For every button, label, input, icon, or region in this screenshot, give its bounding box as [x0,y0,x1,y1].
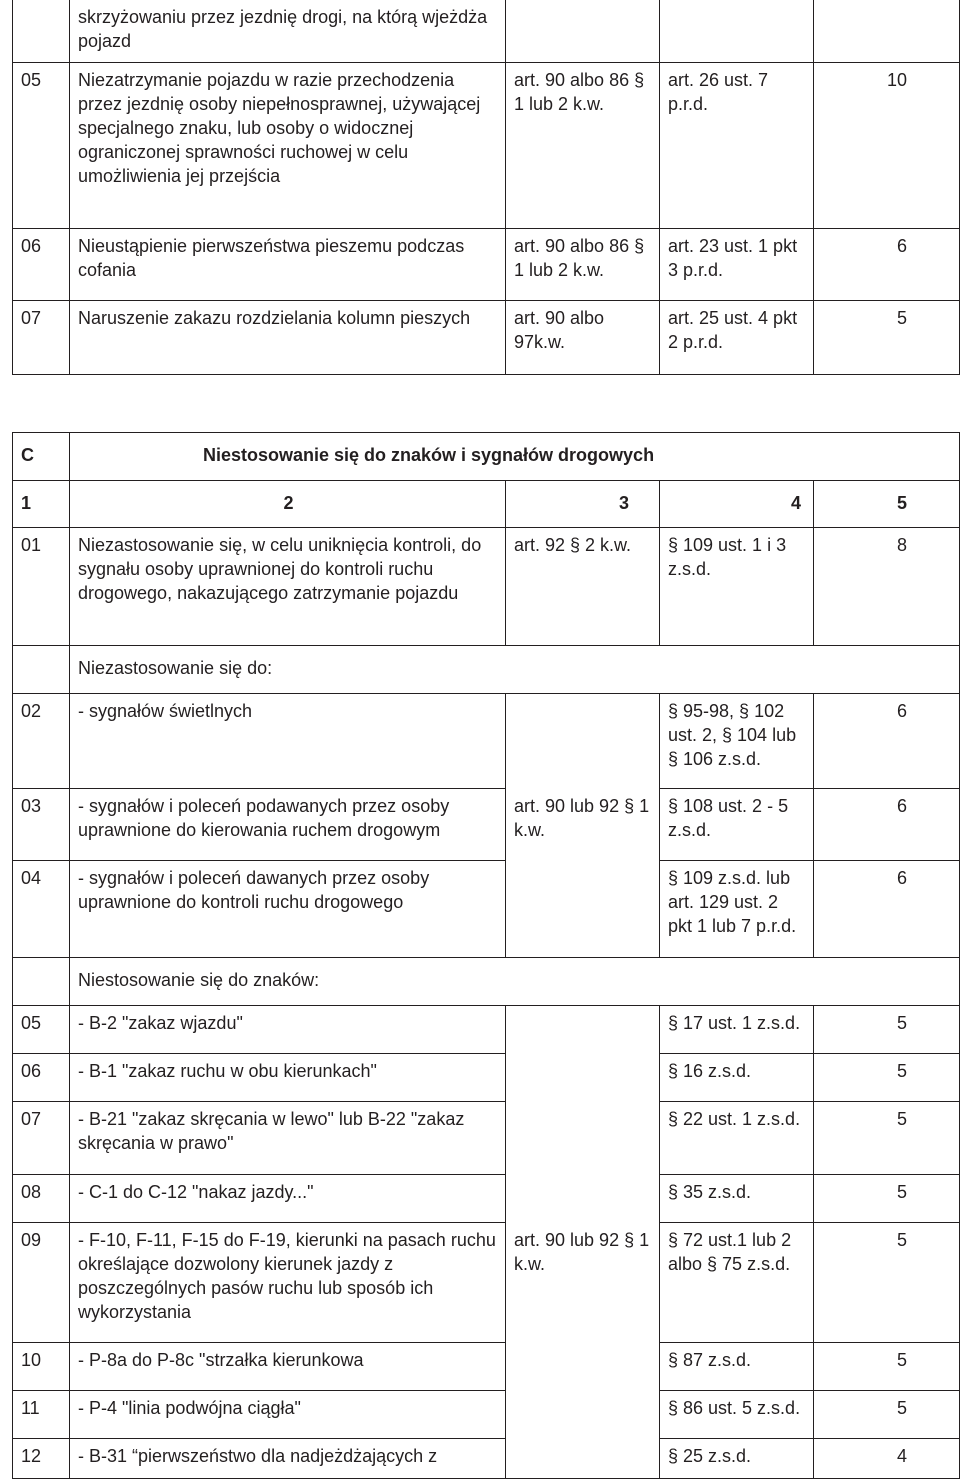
row-number: 12 [13,1439,70,1479]
penalty-provision: art. 90 albo 86 § 1 lub 2 k.w. [506,229,660,301]
penalty-points: 4 [814,1439,960,1479]
row-number: 05 [13,1006,70,1054]
penalty-provision [506,0,660,63]
section-header-row [13,433,960,481]
penalty-points: 8 [814,528,960,646]
row-number: 03 [13,789,70,861]
legal-provision: § 22 ust. 1 z.s.d. [660,1102,814,1175]
penalty-points: 5 [814,1343,960,1391]
row-number: 02 [13,694,70,789]
legal-provision: § 86 ust. 5 z.s.d. [660,1391,814,1439]
column-number: 1 [13,481,70,528]
row-number: 06 [13,1054,70,1102]
empty-penalty-cell [506,861,660,958]
violation-description: - P-4 "linia podwójna ciągła" [70,1391,506,1439]
section-title: Niestosowanie się do znaków i sygnałów drogowych [70,433,960,481]
column-number: 3 [506,481,660,528]
table-row [13,1054,960,1102]
violation-description: - B-31 “pierwszeństwo dla nadjeżdżających z [70,1439,506,1479]
table-row [13,63,960,229]
legal-provision [660,0,814,63]
legal-provision: art. 23 ust. 1 pkt 3 p.r.d. [660,229,814,301]
penalty-points: 5 [814,1054,960,1102]
empty-penalty-cell [506,1006,660,1054]
violation-description: - F-10, F-11, F-15 do F-19, kierunki na pasach ruchu określające dozwolony kierunek jazdy z poszczególnych pasów ruchu lub sposób ich wykorzystania [70,1223,506,1343]
row-number: 11 [13,1391,70,1439]
empty-penalty-cell [506,1102,660,1175]
row-number: 09 [13,1223,70,1343]
violation-description: - B-1 "zakaz ruchu w obu kierunkach" [70,1054,506,1102]
section-letter: C [13,433,70,481]
table-row [13,1223,960,1343]
row-number: 04 [13,861,70,958]
violation-description: skrzyżowaniu przez jezdnię drogi, na którą wjeżdża pojazd [70,0,506,63]
table-row [13,861,960,958]
penalty-points: 6 [814,861,960,958]
penalty-points: 6 [814,789,960,861]
table-row [13,1175,960,1223]
row-number [13,0,70,63]
penalty-provision: art. 92 § 2 k.w. [506,528,660,646]
column-number-row [13,481,960,528]
legal-provision: § 35 z.s.d. [660,1175,814,1223]
legal-provision: § 87 z.s.d. [660,1343,814,1391]
row-number: 07 [13,301,70,375]
table-row [13,0,960,63]
table-row [13,301,960,375]
empty-penalty-cell [506,1343,660,1391]
legal-provision: § 16 z.s.d. [660,1054,814,1102]
violation-description: Niezastosowanie się, w celu uniknięcia kontroli, do sygnału osoby uprawnionej do kontroli ruchu drogowego, nakazującego zatrzymanie pojazdu [70,528,506,646]
penalty-provision: art. 90 albo 97k.w. [506,301,660,375]
empty-cell [13,646,70,694]
subheader-row [13,958,960,1006]
violation-description: - B-21 "zakaz skręcania w lewo" lub B-22 "zakaz skręcania w prawo" [70,1102,506,1175]
penalty-points: 5 [814,301,960,375]
violations-table-b [12,0,960,375]
legal-provision: § 108 ust. 2 - 5 z.s.d. [660,789,814,861]
violation-description: - sygnałów i poleceń dawanych przez osoby uprawnione do kontroli ruchu drogowego [70,861,506,958]
row-number: 06 [13,229,70,301]
empty-penalty-cell [506,1439,660,1479]
legal-provision: § 72 ust.1 lub 2 albo § 75 z.s.d. [660,1223,814,1343]
subheader-text: Niezastosowanie się do: [70,646,960,694]
legal-provision: § 109 z.s.d. lub art. 129 ust. 2 pkt 1 lub 7 p.r.d. [660,861,814,958]
table-row [13,1102,960,1175]
table-row [13,528,960,646]
empty-penalty-cell [506,1175,660,1223]
legal-provision: § 109 ust. 1 i 3 z.s.d. [660,528,814,646]
violation-description: - B-2 "zakaz wjazdu" [70,1006,506,1054]
empty-penalty-cell [506,694,660,789]
penalty-points: 10 [814,63,960,229]
violation-description: Naruszenie zakazu rozdzielania kolumn pieszych [70,301,506,375]
penalty-provision: art. 90 lub 92 § 1 k.w. [506,1223,660,1343]
row-number: 05 [13,63,70,229]
empty-penalty-cell [506,1391,660,1439]
subheader-text: Niestosowanie się do znaków: [70,958,960,1006]
row-number: 08 [13,1175,70,1223]
penalty-provision: art. 90 lub 92 § 1 k.w. [506,789,660,861]
violation-description: Niezatrzymanie pojazdu w razie przechodzenia przez jezdnię osoby niepełnosprawnej, używającej specjalnego znaku, lub osoby o widocznej ograniczonej sprawności ruchowej w celu umożliwienia jej przejścia [70,63,506,229]
empty-penalty-cell [506,1054,660,1102]
subheader-row [13,646,960,694]
penalty-points: 6 [814,229,960,301]
row-number: 10 [13,1343,70,1391]
penalty-points: 5 [814,1006,960,1054]
column-number: 4 [660,481,814,528]
row-number: 07 [13,1102,70,1175]
table-row [13,694,960,789]
violation-description: - sygnałów świetlnych [70,694,506,789]
violation-description: Nieustąpienie pierwszeństwa pieszemu podczas cofania [70,229,506,301]
legal-provision: art. 26 ust. 7 p.r.d. [660,63,814,229]
violation-description: - P-8a do P-8c "strzałka kierunkowa [70,1343,506,1391]
penalty-points: 5 [814,1391,960,1439]
table-row [13,1343,960,1391]
legal-provision: § 17 ust. 1 z.s.d. [660,1006,814,1054]
penalty-points: 6 [814,694,960,789]
penalty-provision: art. 90 albo 86 § 1 lub 2 k.w. [506,63,660,229]
table-row [13,1439,960,1479]
column-number: 2 [70,481,506,528]
table-row [13,789,960,861]
table-row [13,1391,960,1439]
column-number: 5 [814,481,960,528]
row-number: 01 [13,528,70,646]
violation-description: - C-1 do C-12 "nakaz jazdy..." [70,1175,506,1223]
table-row [13,1006,960,1054]
legal-provision: art. 25 ust. 4 pkt 2 p.r.d. [660,301,814,375]
table-row [13,229,960,301]
legal-provision: § 95-98, § 102 ust. 2, § 104 lub § 106 z.s.d. [660,694,814,789]
violation-description: - sygnałów i poleceń podawanych przez osoby uprawnione do kierowania ruchem drogowym [70,789,506,861]
penalty-points: 5 [814,1175,960,1223]
legal-provision: § 25 z.s.d. [660,1439,814,1479]
violations-table-c [12,432,960,1479]
penalty-points [814,0,960,63]
penalty-points: 5 [814,1223,960,1343]
penalty-points: 5 [814,1102,960,1175]
empty-cell [13,958,70,1006]
